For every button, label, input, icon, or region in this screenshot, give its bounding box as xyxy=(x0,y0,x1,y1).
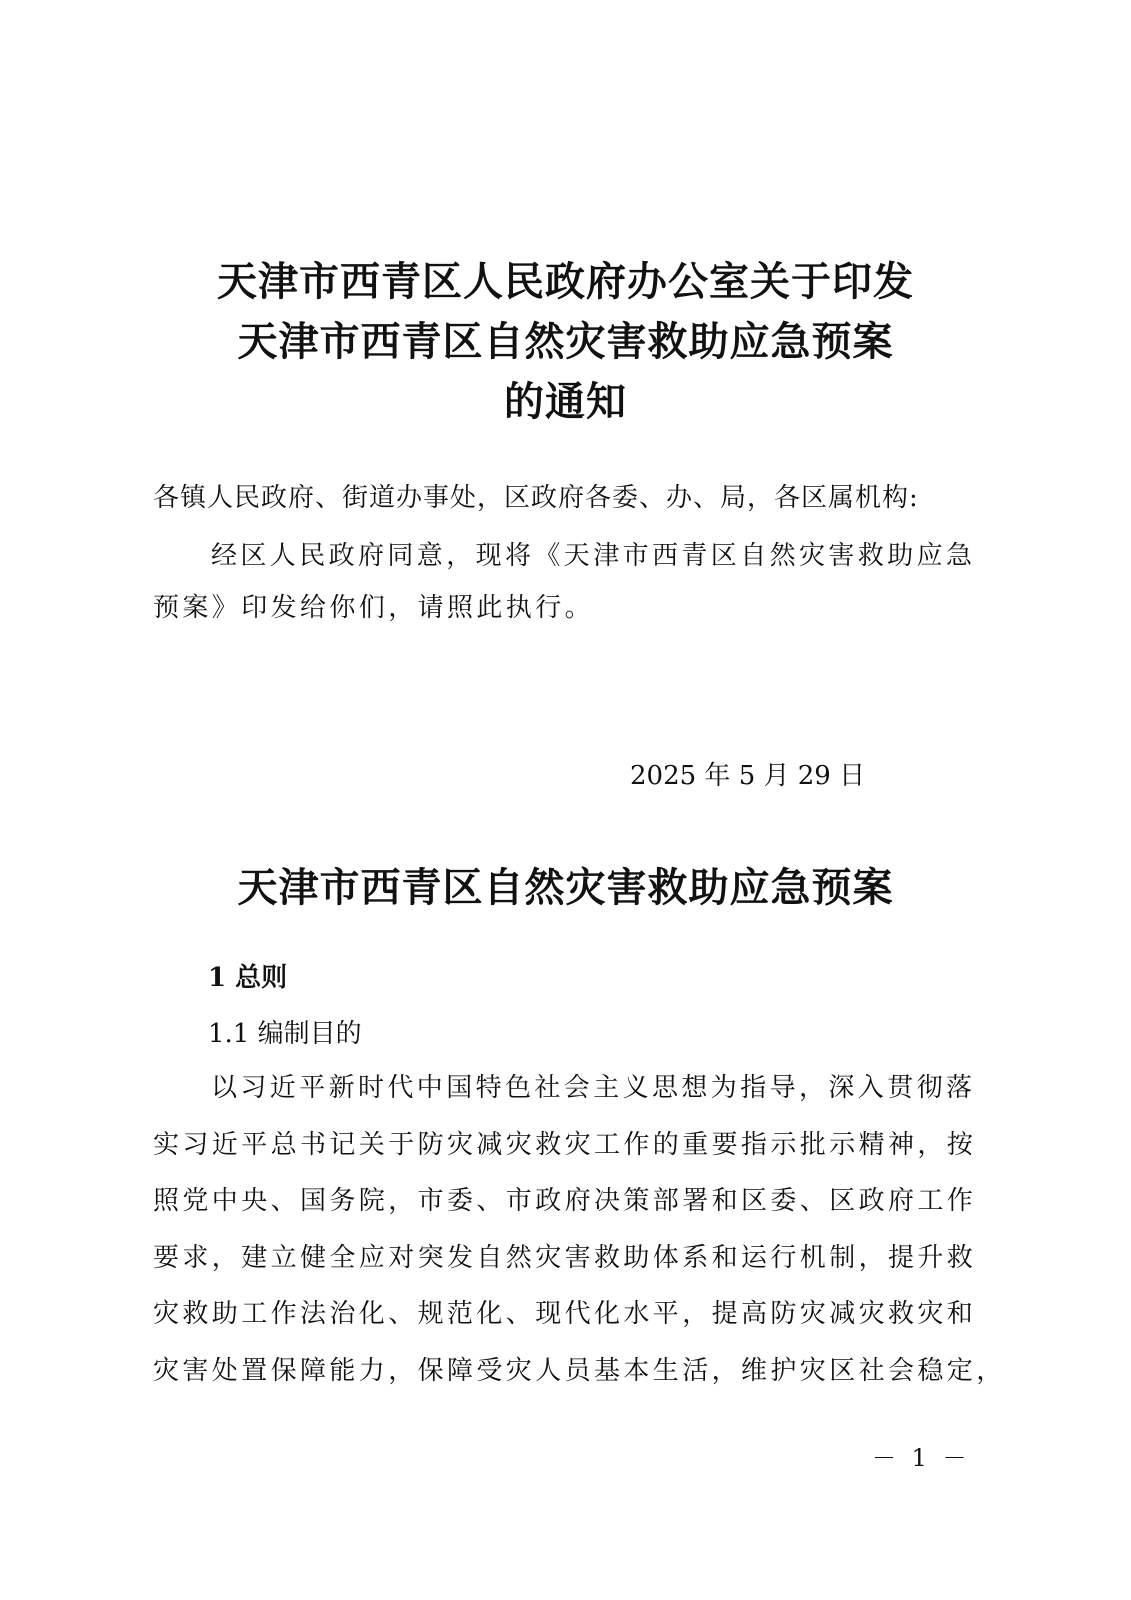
notice-title-line: 的通知 xyxy=(504,378,627,425)
paragraph-line: 照党中央、国务院，市委、市政府决策部署和区委、区政府工作 xyxy=(153,1186,977,1216)
purpose-paragraph xyxy=(153,1060,1006,1399)
notice-title xyxy=(0,252,1131,432)
paragraph-line: 灾害处置保障能力，保障受灾人员基本生活，维护灾区社会稳定， xyxy=(153,1355,1006,1386)
paragraph-line: 要求，建立健全应对突发自然灾害救助体系和运行机制，提升救 xyxy=(153,1242,977,1273)
notice-title-line: 天津市西青区人民政府办公室关于印发 xyxy=(217,258,914,305)
notice-body xyxy=(153,530,983,634)
notice-title-line: 天津市西青区自然灾害救助应急预案 xyxy=(237,318,894,365)
notice-body-line: 经区人民政府同意，现将《天津市西青区自然灾害救助应急 xyxy=(211,541,976,571)
section-heading-1-1: 1.1 编制目的 xyxy=(208,1019,362,1049)
notice-body-line: 预案》印发给你们，请照此执行。 xyxy=(153,593,595,623)
paragraph-line: 实习近平总书记关于防灾减灾救灾工作的重要指示批示精神，按 xyxy=(153,1129,977,1160)
paragraph-line: 灾救助工作法治化、规范化、现代化水平，提高防灾减灾救灾和 xyxy=(153,1299,977,1329)
page-number: － 1 － xyxy=(872,1444,971,1472)
addressee: 各镇人民政府、街道办事处，区政府各委、办、局，各区属机构: xyxy=(153,483,919,513)
paragraph-line: 以习近平新时代中国特色社会主义思想为指导，深入贯彻落 xyxy=(211,1073,976,1103)
issue-date: 2025 年 5 月 29 日 xyxy=(630,761,866,791)
section-heading-1: 1 总则 xyxy=(208,963,288,993)
plan-title: 天津市西青区自然灾害救助应急预案 xyxy=(237,864,894,911)
